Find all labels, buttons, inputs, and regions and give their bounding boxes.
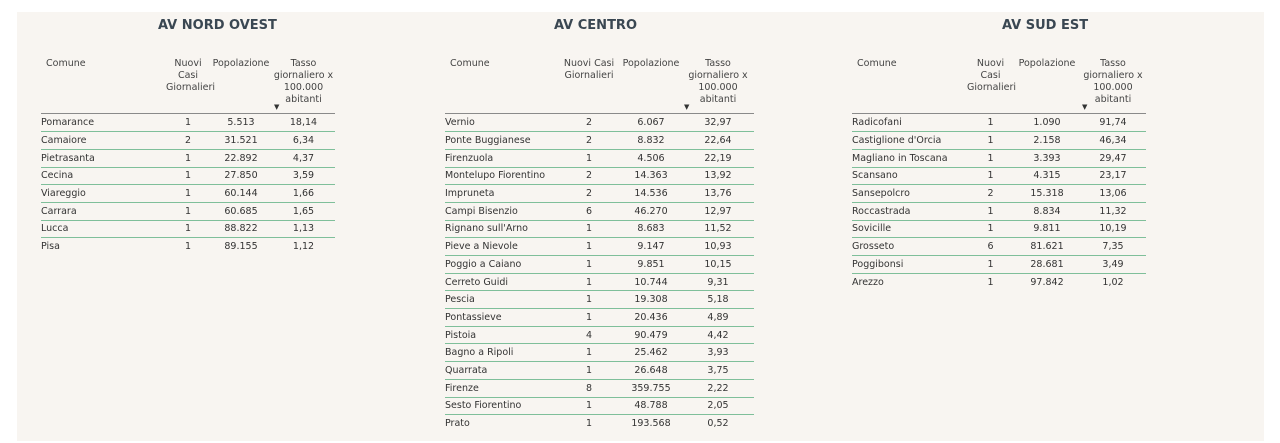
table-row[interactable] [445,362,754,380]
table-row[interactable] [445,256,754,274]
cell-comune: Magliano in Toscana [852,149,967,167]
cell-popolazione: 60.144 [210,185,272,203]
table-row[interactable] [445,291,754,309]
table-row[interactable] [852,132,1146,150]
cell-nuovi-casi: 8 [558,379,620,397]
cell-popolazione: 3.393 [1014,149,1080,167]
cell-popolazione: 28.681 [1014,256,1080,274]
cell-tasso: 10,19 [1080,220,1146,238]
cell-tasso: 4,42 [682,326,754,344]
cell-comune: Cerreto Guidi [445,273,558,291]
cell-comune: Rignano sull'Arno [445,220,558,238]
cell-tasso: 1,66 [272,185,335,203]
cell-comune: Vernio [445,114,558,132]
cell-tasso: 3,59 [272,167,335,185]
cell-nuovi-casi: 1 [558,362,620,380]
cell-comune: Arezzo [852,276,884,288]
column-header-nuovi-casi-line: Giornalieri [967,82,1017,93]
column-header-nuovi-casi[interactable] [166,58,216,94]
cell-tasso: 13,92 [682,167,754,185]
cell-comune: Pescia [445,291,558,309]
cell-comune: Quarrata [445,362,558,380]
cell-comune: Pietrasanta [41,149,166,167]
column-header-tasso-line: abitanti [699,94,737,105]
sort-descending-icon[interactable]: ▼ [1082,103,1088,111]
cell-nuovi-casi: 1 [166,114,210,132]
cell-tasso: 3,75 [682,362,754,380]
column-header-tasso-line: Tasso [1100,58,1126,69]
cell-tasso: 1,02 [1102,276,1124,288]
table-row[interactable] [445,344,754,362]
cell-popolazione: 22.892 [210,149,272,167]
column-header-tasso-line: abitanti [285,94,322,105]
cell-nuovi-casi: 6 [967,238,1014,256]
table-row[interactable] [852,202,1146,220]
cell-comune: Impruneta [445,185,558,203]
cell-popolazione: 89.155 [224,241,258,253]
table-row[interactable] [41,202,335,220]
cell-popolazione: 14.536 [620,185,682,203]
cell-popolazione: 9.147 [620,238,682,256]
cell-tasso: 7,35 [1080,238,1146,256]
cell-nuovi-casi: 1 [166,167,210,185]
cell-comune: Firenzuola [445,149,558,167]
table-row[interactable] [445,397,754,415]
cell-popolazione: 1.090 [1014,114,1080,132]
cell-comune: Radicofani [852,114,967,132]
column-header-nuovi-casi-line: Nuovi Casi [174,58,202,81]
cell-nuovi-casi: 6 [558,202,620,220]
column-header-nuovi-casi-line: Nuovi Casi [976,58,1005,81]
column-header-nuovi-casi-line: Nuovi Casi [563,58,615,69]
table-row[interactable] [445,185,754,203]
column-header-tasso-line: 100.000 [698,82,738,93]
data-table [41,114,335,256]
cell-comune: Cecina [41,167,166,185]
cell-comune: Camaiore [41,132,166,150]
table-row[interactable] [41,167,335,185]
cell-comune: Firenze [445,379,558,397]
cell-comune: Pisa [41,241,60,253]
cell-tasso: 2,05 [682,397,754,415]
cell-comune: Viareggio [41,185,166,203]
cell-popolazione: 4.315 [1014,167,1080,185]
column-header-tasso-line: abitanti [1094,94,1132,105]
cell-comune: Poggio a Caiano [445,256,558,274]
table-row[interactable] [445,379,754,397]
cell-tasso: 5,18 [682,291,754,309]
cell-nuovi-casi: 1 [558,238,620,256]
cell-comune: Poggibonsi [852,256,967,274]
cell-tasso: 46,34 [1080,132,1146,150]
cell-tasso: 10,93 [682,238,754,256]
table-row[interactable] [852,114,1146,132]
cell-tasso: 11,32 [1080,202,1146,220]
cell-tasso: 13,06 [1080,185,1146,203]
cell-nuovi-casi: 1 [166,149,210,167]
cell-nuovi-casi: 2 [967,185,1014,203]
cell-popolazione: 15.318 [1014,185,1080,203]
table-row[interactable] [445,167,754,185]
column-header-tasso-line: 100.000 [283,82,324,93]
cell-tasso: 4,37 [272,149,335,167]
cell-tasso: 13,76 [682,185,754,203]
cell-nuovi-casi: 2 [558,114,620,132]
cell-tasso: 11,52 [682,220,754,238]
cell-nuovi-casi: 1 [558,220,620,238]
cell-comune: Roccastrada [852,202,967,220]
cell-nuovi-casi: 2 [558,167,620,185]
cell-tasso: 12,97 [682,202,754,220]
column-header-tasso[interactable] [272,58,335,106]
cell-tasso: 23,17 [1080,167,1146,185]
cell-popolazione: 81.621 [1014,238,1080,256]
cell-popolazione: 90.479 [620,326,682,344]
column-header-tasso-line: Tasso [290,58,317,69]
cell-tasso: 10,15 [682,256,754,274]
cell-comune: Pomarance [41,114,166,132]
column-header-popolazione[interactable]: Popolazione [1018,58,1076,69]
column-header-nuovi-casi-line: Giornalieri [166,82,216,93]
column-header-nuovi-casi-line: Giornalieri [564,70,614,81]
table-row[interactable] [445,114,754,132]
column-header-tasso-line: 100.000 [1093,82,1133,93]
cell-popolazione: 2.158 [1014,132,1080,150]
cell-popolazione: 48.788 [620,397,682,415]
data-table [445,114,754,432]
cell-popolazione: 14.363 [620,167,682,185]
cell-nuovi-casi: 1 [967,132,1014,150]
table-row[interactable] [445,238,754,256]
cell-popolazione: 27.850 [210,167,272,185]
cell-nuovi-casi: 1 [166,220,210,238]
cell-nuovi-casi: 1 [558,256,620,274]
column-header-popolazione[interactable]: Popolazione [622,58,680,69]
cell-nuovi-casi: 2 [558,185,620,203]
cell-nuovi-casi: 1 [184,241,192,253]
cell-comune: Ponte Buggianese [445,132,558,150]
table-row[interactable] [41,220,335,238]
column-header-comune[interactable]: Comune [450,58,490,69]
sort-descending-icon[interactable]: ▼ [684,103,690,111]
column-header-tasso-line: giornaliero x [273,70,334,81]
table-row[interactable] [41,149,335,167]
cell-tasso: 1,12 [292,241,315,253]
cell-popolazione: 46.270 [620,202,682,220]
cell-tasso: 0,52 [707,418,729,430]
cell-popolazione: 60.685 [210,202,272,220]
column-header-tasso-line: Tasso [705,58,731,69]
cell-comune: Montelupo Fiorentino [445,167,558,185]
cell-comune: Pistoia [445,326,558,344]
cell-nuovi-casi: 1 [967,202,1014,220]
column-header-comune[interactable]: Comune [857,58,897,69]
column-header-nuovi-casi[interactable] [558,58,620,82]
cell-tasso: 22,64 [682,132,754,150]
cell-comune: Campi Bisenzio [445,202,558,220]
cell-tasso: 4,89 [682,309,754,327]
column-header-popolazione[interactable]: Popolazione [212,58,270,69]
cell-comune: Sansepolcro [852,185,967,203]
table-row[interactable] [852,185,1146,203]
table-row[interactable] [41,114,335,132]
table-row[interactable] [852,149,1146,167]
table-row[interactable] [852,273,1146,291]
cell-comune: Bagno a Ripoli [445,344,558,362]
cell-popolazione: 88.822 [210,220,272,238]
cell-comune: Castiglione d'Orcia [852,132,967,150]
cell-comune: Sovicille [852,220,967,238]
cell-popolazione: 8.683 [620,220,682,238]
cell-nuovi-casi: 1 [967,220,1014,238]
table-row[interactable] [41,185,335,203]
cell-tasso: 3,93 [682,344,754,362]
dashboard-canvas [17,12,1264,441]
cell-nuovi-casi: 1 [558,344,620,362]
panel-title: AV NORD OVEST [158,18,277,33]
cell-popolazione: 193.568 [631,418,671,430]
cell-tasso: 32,97 [682,114,754,132]
cell-nuovi-casi: 1 [558,309,620,327]
cell-popolazione: 4.506 [620,149,682,167]
cell-tasso: 6,34 [272,132,335,150]
cell-popolazione: 20.436 [620,309,682,327]
cell-nuovi-casi: 1 [967,167,1014,185]
cell-tasso: 2,22 [682,379,754,397]
cell-nuovi-casi: 1 [967,149,1014,167]
cell-tasso: 18,14 [272,114,335,132]
sort-descending-icon[interactable]: ▼ [274,103,280,111]
cell-nuovi-casi: 1 [987,276,994,288]
cell-popolazione: 26.648 [620,362,682,380]
cell-popolazione: 8.832 [620,132,682,150]
column-header-nuovi-casi[interactable] [967,58,1017,94]
cell-popolazione: 359.755 [620,379,682,397]
cell-nuovi-casi: 1 [585,418,593,430]
table-row[interactable] [445,326,754,344]
cell-tasso: 91,74 [1080,114,1146,132]
table-row[interactable] [445,273,754,291]
table-row[interactable] [852,256,1146,274]
table-row[interactable] [852,238,1146,256]
cell-popolazione: 97.842 [1030,276,1064,288]
cell-popolazione: 10.744 [620,273,682,291]
cell-tasso: 9,31 [682,273,754,291]
cell-nuovi-casi: 1 [166,185,210,203]
data-table [852,114,1146,291]
column-header-tasso[interactable] [682,58,754,106]
cell-nuovi-casi: 1 [558,273,620,291]
column-header-comune[interactable]: Comune [46,58,86,69]
cell-nuovi-casi: 1 [558,149,620,167]
cell-nuovi-casi: 1 [967,256,1014,274]
table-row[interactable] [41,132,335,150]
cell-tasso: 3,49 [1080,256,1146,274]
table-row[interactable] [852,220,1146,238]
cell-tasso: 22,19 [682,149,754,167]
cell-comune: Scansano [852,167,967,185]
cell-nuovi-casi: 1 [558,291,620,309]
cell-comune: Grosseto [852,238,967,256]
cell-popolazione: 9.811 [1014,220,1080,238]
cell-comune: Pontassieve [445,309,558,327]
table-row[interactable] [445,132,754,150]
cell-popolazione: 31.521 [210,132,272,150]
cell-popolazione: 9.851 [620,256,682,274]
cell-tasso: 1,65 [272,202,335,220]
cell-comune: Prato [445,418,470,430]
column-header-tasso-line: giornaliero x [688,70,748,81]
cell-nuovi-casi: 4 [558,326,620,344]
table-row[interactable] [445,309,754,327]
table-row[interactable] [445,220,754,238]
cell-comune: Pieve a Nievole [445,238,558,256]
cell-nuovi-casi: 2 [166,132,210,150]
cell-nuovi-casi: 2 [558,132,620,150]
column-header-tasso[interactable] [1080,58,1146,106]
column-header-tasso-line: giornaliero x [1083,70,1143,81]
table-row[interactable] [445,415,754,433]
table-row[interactable] [852,167,1146,185]
cell-comune: Sesto Fiorentino [445,397,558,415]
cell-popolazione: 19.308 [620,291,682,309]
table-row[interactable] [41,238,335,256]
cell-popolazione: 6.067 [620,114,682,132]
cell-comune: Lucca [41,220,166,238]
cell-nuovi-casi: 1 [558,397,620,415]
cell-comune: Carrara [41,202,166,220]
cell-tasso: 1,13 [272,220,335,238]
panel-title: AV CENTRO [554,18,637,33]
cell-nuovi-casi: 1 [166,202,210,220]
cell-popolazione: 5.513 [210,114,272,132]
cell-nuovi-casi: 1 [967,114,1014,132]
table-row[interactable] [445,202,754,220]
cell-popolazione: 8.834 [1014,202,1080,220]
panel-title: AV SUD EST [1002,18,1089,33]
table-row[interactable] [445,149,754,167]
cell-popolazione: 25.462 [620,344,682,362]
cell-tasso: 29,47 [1080,149,1146,167]
